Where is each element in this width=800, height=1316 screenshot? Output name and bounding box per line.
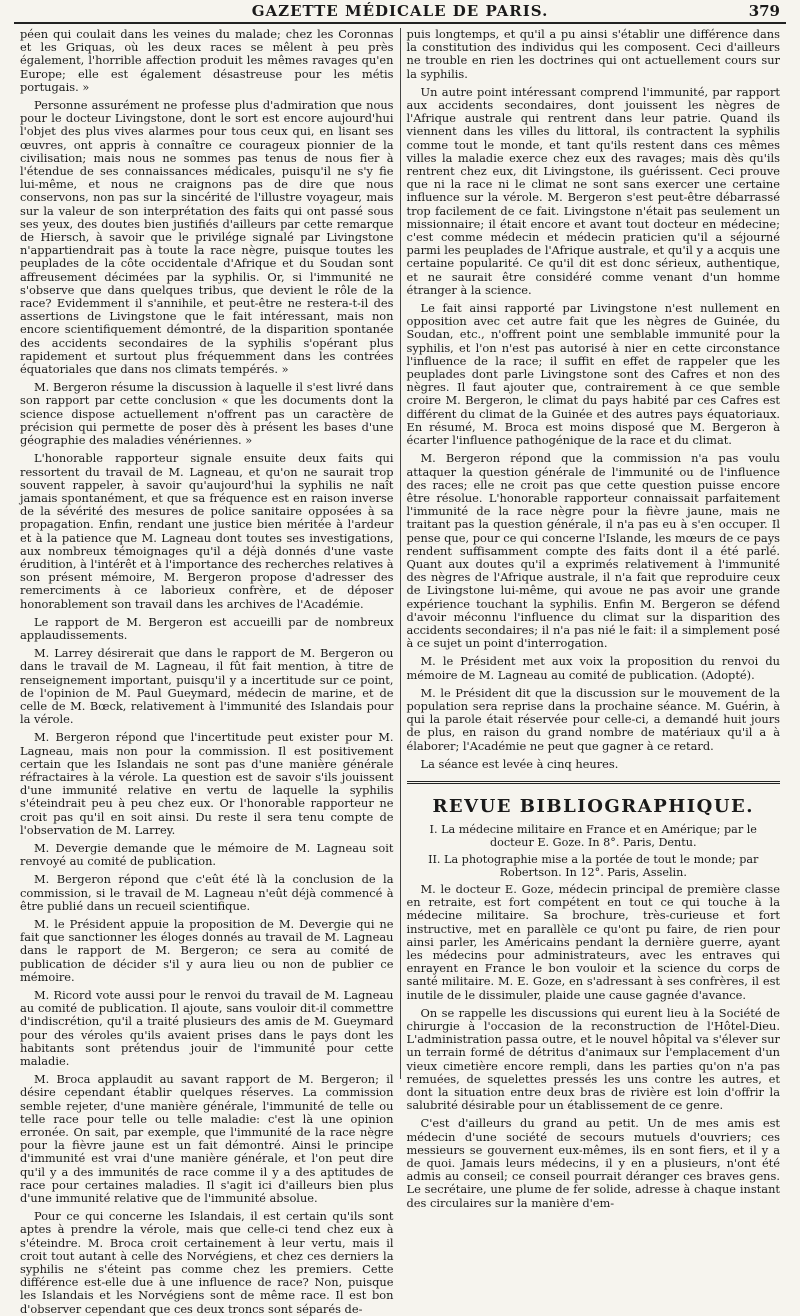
paragraph: Pour ce qui concerne les Islandais, il est certain qu'ils sont aptes à prendre la vérole, mais que celle-ci tend chez eux à s'éteindre. M. Broca croit certainement à leur vertu, mais il croit tout autant à celle des Norvégiens, et chez ces derniers la syphilis ne s'éteint pas comme chez les premiers. Cette différence est-elle due à une influence de race? Non, puisque les Islandais et les Norvégiens sont de même race. Il est bon d'observer cependant que ces deux troncs sont séparés de- bbox=[20, 1209, 394, 1316]
page-header bbox=[14, 0, 786, 24]
paragraph: L'honorable rapporteur signale ensuite deux faits qui ressortent du travail de M. Lagneau, et qu'on ne saurait trop souvent rappeler, à savoir qu'aujourd'hui la syphilis ne naît jamais spontanément, et que sa fréquence est en raison inverse de la sévérité des mesures de police sanitaire opposées à sa propagation. Enfin, rendant une justice bien méritée à l'ardeur et à la patience que M. Lagneau dont toutes ses investigations, aux nombreux témoignages qu'il a déjà donnés d'une vaste érudition, à l'intérêt et à l'importance des recherches relatives à son présent mémoire, M. Bergeron propose d'adresser des remerciments à ce laborieux confrère, et de déposer honorablement son travail dans les archives de l'Académie. bbox=[20, 451, 394, 611]
paragraph: M. Bergeron répond que l'incertitude peut exister pour M. Lagneau, mais non pour la commission. Il est positivement certain que les Islandais ne sont pas d'une manière générale réfractaires à la vérole. La question est de savoir s'ils jouissent d'une immunité relative en vertu de laquelle la syphilis s'éteindrait peu à peu chez eux. Or l'honorable rapporteur ne croit pas qu'il en soit ainsi. Du reste il sera tenu compte de l'observation de M. Larrey. bbox=[20, 730, 394, 837]
paragraph: M. Bergeron répond que c'eût été là la conclusion de la commission, si le travail de M. Lagneau n'eût déjà commencé à être publié dans un recueil scientifique. bbox=[20, 872, 394, 913]
bibliography-entry: II. La photographie mise a la portée de tout le monde; par Robertson. In 12°. Paris, Asselin. bbox=[428, 852, 759, 879]
paragraph: On se rappelle les discussions qui eurent lieu à la Société de chirurgie à l'occasion de la reconstruction de l'Hôtel-Dieu. L'administration passa outre, et le nouvel hôpital va s'élever sur un terrain formé de détritus d'animaux sur l'emplacement d'un vieux cimetière encore rempli, dans les parties qu'on n'a pas remuées, de squelettes pressés les uns contre les autres, et dont la situation entre deux bras de rivière est loin d'offrir la salubrité désirable pour un établissement de ce genre. bbox=[406, 1005, 780, 1113]
paragraph: M. Ricord vote aussi pour le renvoi du travail de M. Lagneau au comité de publication. Il ajoute, sans vouloir dit-il commettre d'indiscrétion, qu'il a traité plusieurs des amis de M. Gueymard pour des véroles qu'ils avaient prises dans le pays dont les habitants sont prétendus jouir de l'immunité pour cette maladie. bbox=[20, 988, 394, 1069]
section-divider bbox=[407, 781, 781, 784]
paragraph: Le fait ainsi rapporté par Livingstone n'est nullement en opposition avec cet autre fait que les nègres de Guinée, du Soudan, etc., n'offrent point une semblable immunité pour la syphilis, et l'on n'est pas autorisé à nier en cette circonstance l'influence de la race; il suffit en effet de rappeler que les peuplades dont parle Livingstone sont des Cafres et non des nègres. Il faut ajouter que, contrairement à ce que semble croire M. Bergeron, le climat du pays habité par ces Cafres est différent du climat de la Guinée et des autres pays équatoriaux. En résumé, M. Broca est moins disposé que M. Bergeron à écarter l'influence pathogénique de la race et du climat. bbox=[406, 301, 780, 448]
paragraph: M. le docteur E. Goze, médecin principal de première classe en retraite, est fort compétent en tout ce qui touche à la médecine militaire. Sa brochure, très-curieuse et fort instructive, met en parallèle ce qu'ont pu faire, de rien pour ainsi parler, les Américains pendant la dernière guerre, ayant les médecins pour administrateurs, avec les entraves qui enrayent en France le bon vouloir et la science du corps de santé militaire. M. E. Goze, en s'adressant à ses confrères, il est inutile de le dissimuler, plaide une cause gagnée d'avance. bbox=[406, 881, 780, 1002]
paragraph: Le rapport de M. Bergeron est accueilli par de nombreux applaudissements. bbox=[20, 614, 394, 642]
paragraph: péen qui coulait dans les veines du malade; chez les Coronnas et les Griquas, où les deux races se mêlent à peu près également, l'horrible affection produit les mêmes ravages qu'en Europe; elle est également désastreuse pour les métis portugais. » bbox=[20, 27, 394, 94]
right-column bbox=[401, 27, 787, 1210]
left-column bbox=[14, 27, 401, 1316]
journal-title: GAZETTE MÉDICALE DE PARIS. bbox=[251, 2, 549, 20]
paragraph: puis longtemps, et qu'il a pu ainsi s'établir une différence dans la constitution des individus qui les composent. Ceci d'ailleurs ne trouble en rien les doctrines qui ont actuellement cours sur la syphilis. bbox=[406, 27, 780, 81]
text-columns bbox=[14, 27, 786, 1316]
paragraph: M. le Président met aux voix la proposition du renvoi du mémoire de M. Lagneau au comité de publication. (Adopté). bbox=[406, 654, 780, 682]
section-title: REVUE BIBLIOGRAPHIQUE. bbox=[432, 795, 755, 817]
paragraph: M. Bergeron résume la discussion à laquelle il s'est livré dans son rapport par cette conclusion « que les documents dont la science dispose actuellement n'offrent pas un caractère de précision qui permette de poser dès à présent les bases d'une géographie des maladies vénériennes. » bbox=[20, 380, 394, 448]
page-number: 379 bbox=[748, 2, 780, 20]
paragraph: C'est d'ailleurs du grand au petit. Un de mes amis est médecin d'une société de secours mutuels d'ouvriers; ces messieurs se gouvernent eux-mêmes, ils en sont fiers, et il y a de quoi. Jamais leurs médecins, il y en a plusieurs, n'ont été admis au conseil; ce conseil pourrait déranger ces braves gens. Le secrétaire, une plume de fer solide, adresse à chaque instant des circulaires sur la manière d'em- bbox=[406, 1116, 780, 1210]
paragraph: M. Broca applaudit au savant rapport de M. Bergeron; il désire cependant établir quelques réserves. La commission semble rejeter, d'une manière générale, l'immunité de telle ou telle race pour telle ou telle maladie: c'est là une opinion erronée. On sait, par exemple, que l'immunité de la race nègre pour la fièvre jaune est un fait démontré. Ainsi le principe d'immunité est vrai d'une manière générale, et l'on peut dire qu'il y a des immunités de race comme il y a des aptitudes de race pour certaines maladies. Il s'agit ici d'ailleurs bien plus d'une immunité relative que de l'immunité absolue. bbox=[20, 1072, 394, 1206]
closing-line: La séance est levée à cinq heures. bbox=[420, 756, 619, 771]
paragraph: Un autre point intéressant comprend l'immunité, par rapport aux accidents secondaires, dont jouissent les nègres de l'Afrique australe qui rentrent dans leur patrie. Quand ils viennent dans les villes du littoral, ils contractent la syphilis comme tout le monde, et tant qu'ils restent dans ces mêmes villes la maladie exerce chez eux des ravages; mais dès qu'ils rentrent chez eux, dit Livingstone, ils guérissent. Ceci prouve que ni la race ni le climat ne sont sans exercer une certaine influence sur la vérole. M. Bergeron s'est peut-être débarrassé trop facilement de ce fait. Livingstone n'était pas seulement un missionnaire; il était encore et avant tout docteur en médecine; c'est comme médecin et médecin praticien qu'il a séjourné parmi les peuplades de l'Afrique australe, et qu'il y a acquis une certaine popularité. Ce qu'il dit est donc sérieux, authentique, et ne saurait être considéré comme venant d'un homme étranger à la science. bbox=[406, 84, 780, 297]
paragraph: M. le Président dit que la discussion sur le mouvement de la population sera reprise dans la prochaine séance. M. Guérin, à qui la parole était réservée pour celle-ci, a demandé huit jours de plus, en raison du grand nombre de matériaux qu'il a à élaborer; l'Académie ne peut que gagner à ce retard. bbox=[406, 685, 780, 753]
paragraph: M. le Président appuie la proposition de M. Devergie qui ne fait que sanctionner les éloges donnés au travail de M. Lagneau dans le rapport de M. Bergeron; ce sera au comité de publication de décider s'il y aura lieu ou non de publier ce mémoire. bbox=[20, 917, 394, 984]
paragraph: M. Bergeron répond que la commission n'a pas voulu attaquer la question générale de l'immunité ou de l'influence des races; elle ne croit pas que cette question puisse encore être résolue. L'honorable rapporteur connaissait parfaitement l'immunité de la race nègre pour la fièvre jaune, mais ne traitant pas la question générale, il n'a pas eu à s'en occuper. Il pense que, pour ce qui concerne l'Islande, les mœurs de ce pays rendent suffisamment compte des faits dont il a été parlé. Quant aux doutes qu'il a exprimés relativement à l'immunité des nègres de l'Afrique australe, il n'a fait que reproduire ceux de Livingstone lui-même, qui avoue ne pas avoir une grande expérience touchant la syphilis. Enfin M. Bergeron se défend d'avoir méconnu l'influence du climat sur la disparition des accidents secondaires; il n'a pas nié le fait: il a simplement posé à ce sujet un point d'interrogation. bbox=[406, 451, 780, 651]
paragraph: Personne assurément ne professe plus d'admiration que nous pour le docteur Livingstone, dont le sort est encore aujourd'hui l'objet des plus vives alarmes pour tous ceux qui, en lisant ses œuvres, ont appris à connaître ce courageux pionnier de la civilisation; mais nous ne sommes pas tenus de nous fier à l'étendue de ses connaissances médicales, puisqu'il ne s'y fie lui-même, et nous ne craignons pas de dire que nous conservons, non pas sur la sincérité de l'illustre voyageur, mais sur la valeur de son interprétation des faits qui ont passé sous ses yeux, des doutes bien justifiés d'ailleurs par cette remarque de Hiersch, à savoir que le privilége signalé par Livingstone n'appartiendrait pas à toute la race nègre, puisque toutes les peuplades de la côte occidentale d'Afrique et du Soudan sont affreusement décimées par la syphilis. Or, si l'immunité ne s'observe que dans quelques tribus, que devient le rôle de la race? Evidemment il s'annihile, et peut-être ne restera-t-il des assertions de Livingstone que le fait intéressant, mais non encore scientifiquement démontré, de la disparition spontanée des accidents secondaires de la syphilis s'opérant plus rapidement et surtout plus fréquemment dans les contrées équatoriales que dans nos climats tempérés. » bbox=[20, 98, 394, 377]
paragraph: M. Devergie demande que le mémoire de M. Lagneau soit renvoyé au comité de publication. bbox=[20, 840, 394, 869]
bibliography-entry: I. La médecine militaire en France et en Amérique; par le docteur E. Goze. In 8°. Paris, Dentu. bbox=[429, 822, 757, 849]
paragraph: M. Larrey désirerait que dans le rapport de M. Bergeron ou dans le travail de M. Lagneau, il fût fait mention, à titre de renseignement important, puisqu'il y a incertitude sur ce point, de l'opinion de M. Paul Gueymard, médecin de marine, et de celle de M. Bœck, relativement à l'immunité des Islandais pour la vérole. bbox=[20, 646, 394, 727]
